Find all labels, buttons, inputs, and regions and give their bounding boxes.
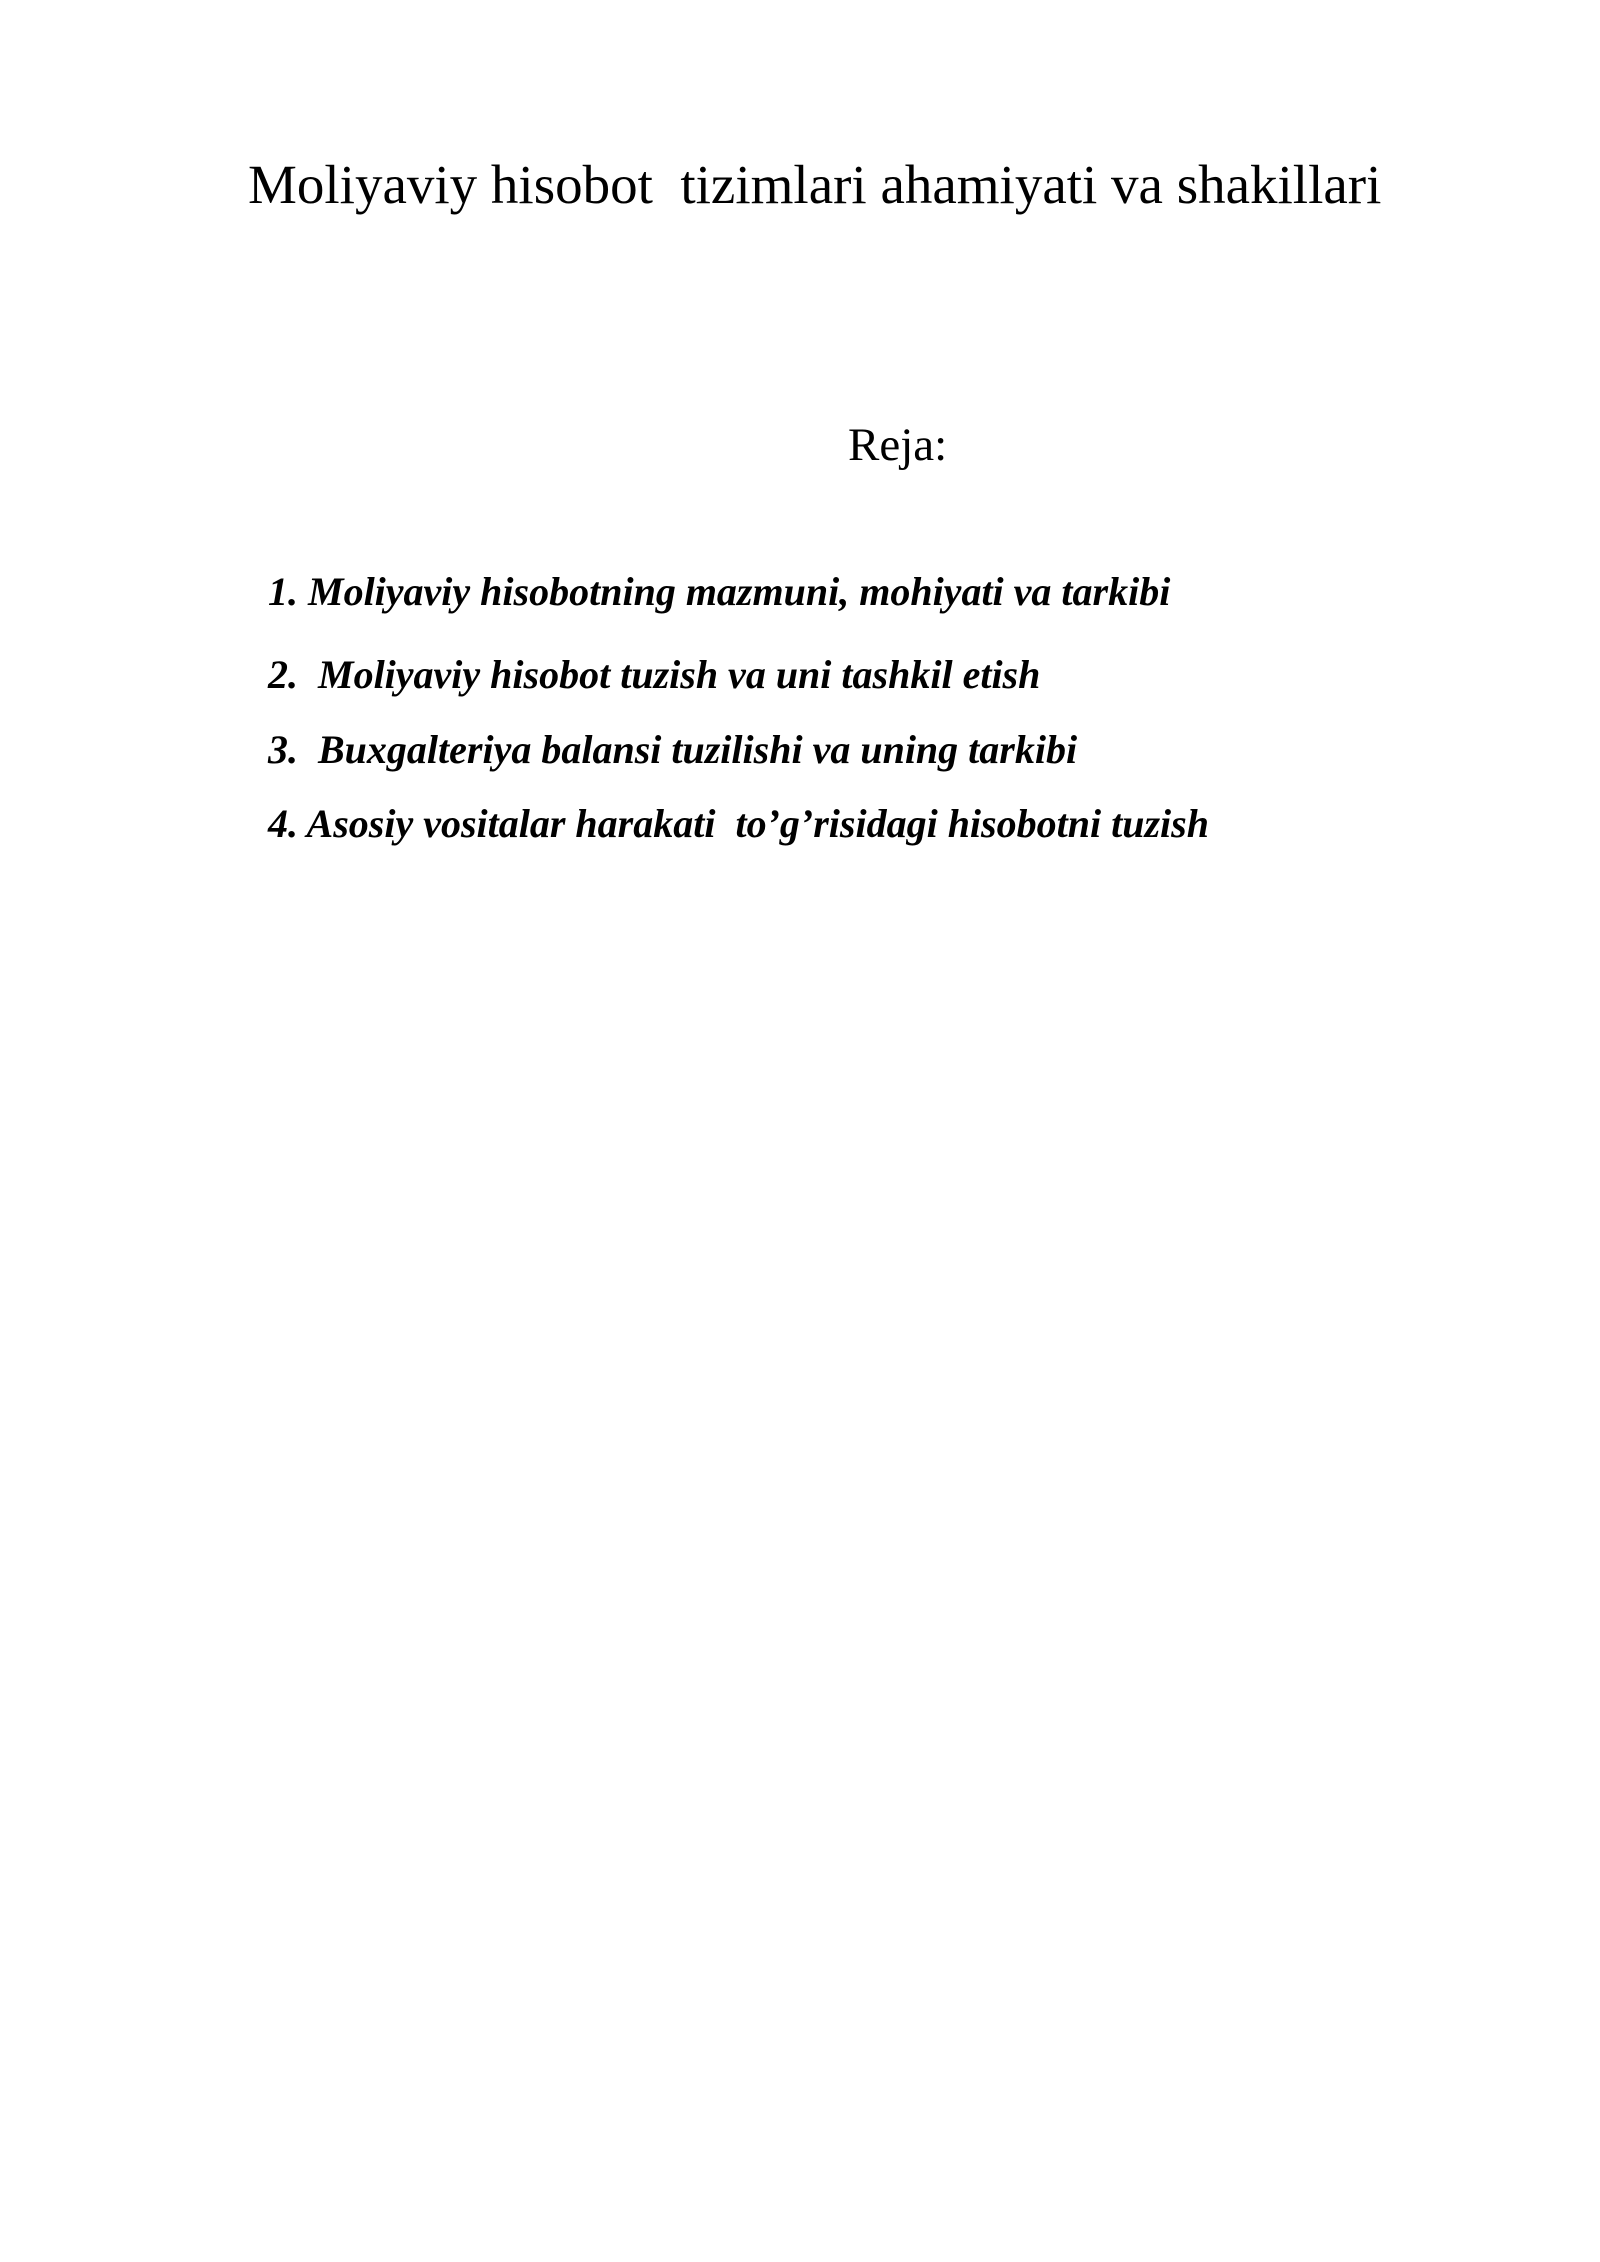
plan-heading: Reja:: [848, 419, 948, 471]
plan-item-4: 4. Asosiy vositalar harakati to’g’risidagi hisobotni tuzish: [268, 801, 1209, 846]
plan-item-2: 2. Moliyaviy hisobot tuzish va uni tashkil etish: [268, 652, 1041, 697]
plan-item-1: 1. Moliyaviy hisobotning mazmuni, mohiyati va tarkibi: [268, 569, 1171, 614]
document-title: Moliyaviy hisobot tizimlari ahamiyati va shakillari: [248, 154, 1382, 215]
plan-item-3: 3. Buxgalteriya balansi tuzilishi va uning tarkibi: [268, 727, 1078, 772]
